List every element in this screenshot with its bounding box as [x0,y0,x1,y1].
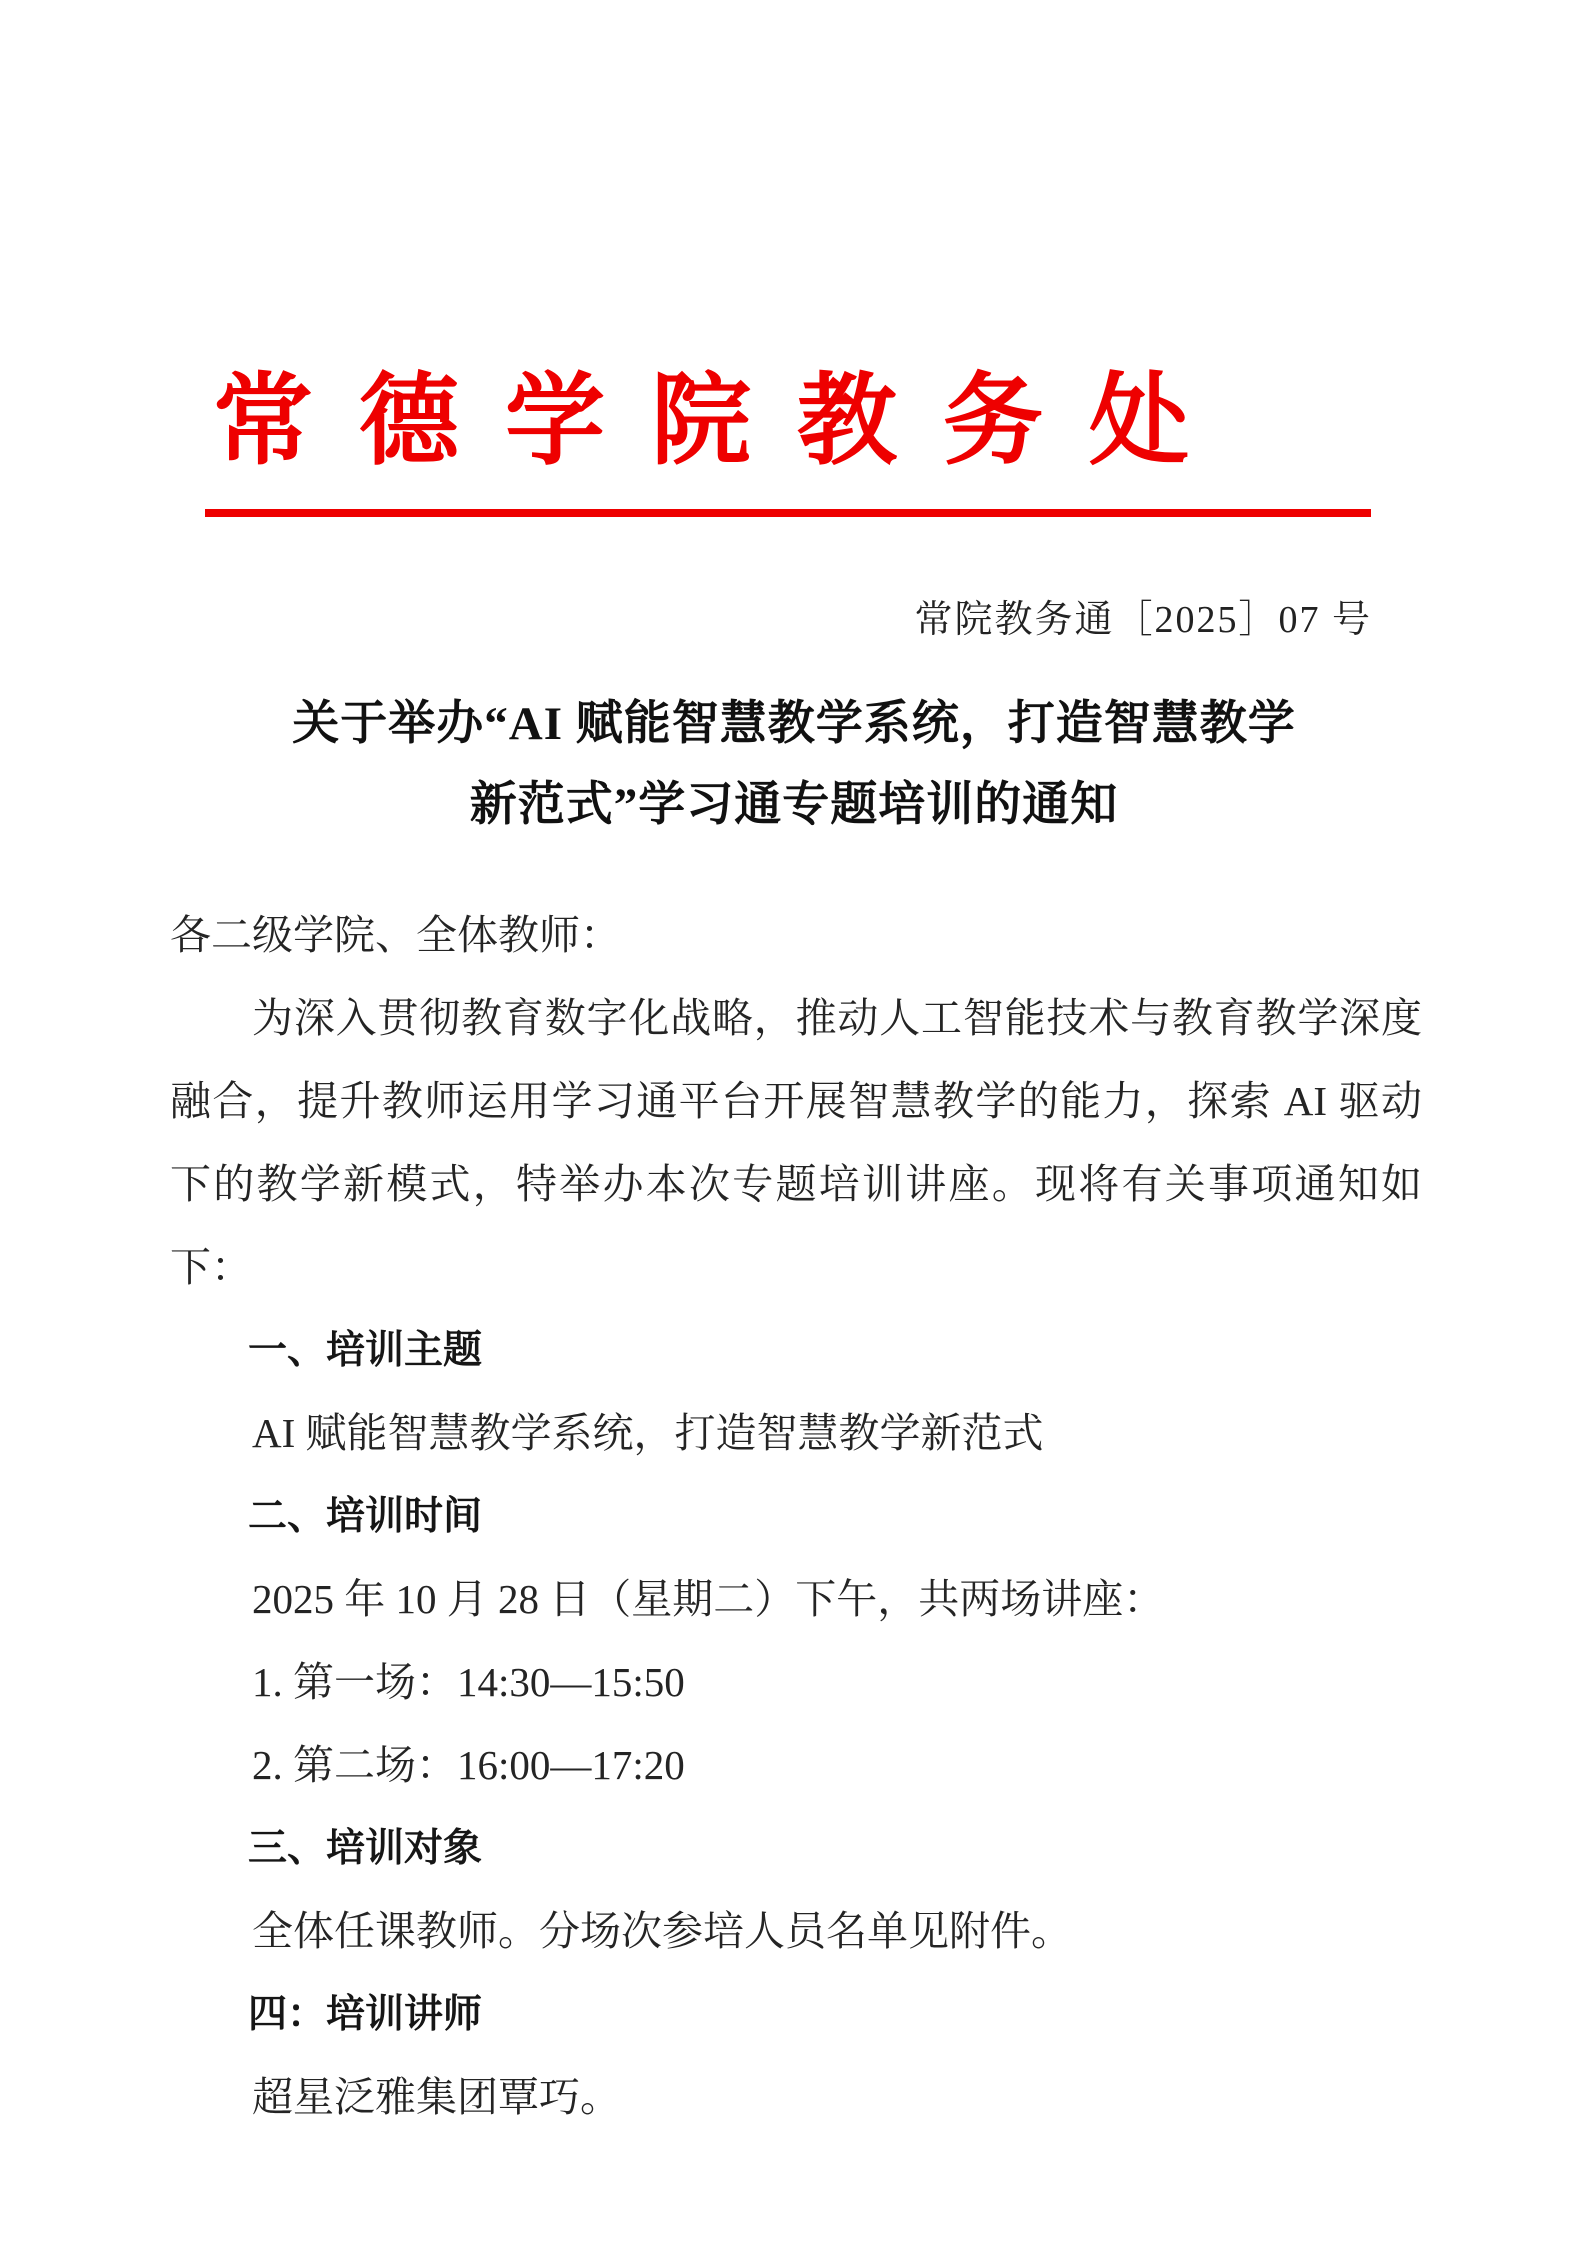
section-3-heading: 三、培训对象 [248,1827,483,1870]
section-1-line: AI 赋能智慧教学系统，打造智慧教学新范式 [252,1410,1044,1456]
document-number: 常院教务通［2025］07 号 [914,599,1372,641]
section-3-line: 全体任课教师。分场次参培人员名单见附件。 [252,1908,1072,1954]
notice-title-line2: 新范式”学习通专题培训的通知 [469,779,1119,831]
section-2-line: 2. 第二场：16:00—17:20 [252,1742,685,1788]
section-2-line: 2025 年 10 月 28 日（星期二）下午，共两场讲座： [252,1576,1165,1622]
notice-title-line1: 关于举办“AI 赋能智慧教学系统，打造智慧教学 [292,698,1296,750]
section-4-heading: 四：培训讲师 [248,1993,483,2036]
section-1-heading: 一、培训主题 [248,1329,483,1372]
letterhead-title: 常德学院教务处 [213,366,1235,477]
intro-paragraph: 为深入贯彻教育数字化战略，推动人工智能技术与教育教学深度融合，提升教师运用学习通平台开展智慧教学的能力，探索 AI 驱动下的教学新模式，特举办本次专题培训讲座。现将有关事项通知如下： [170,995,1422,1290]
salutation: 各二级学院、全体教师： [170,912,621,958]
section-4-line: 超星泛雅集团覃巧。 [252,2074,621,2120]
letterhead-divider-line [205,509,1371,517]
section-2-heading: 二、培训时间 [248,1495,483,1538]
document-body [170,894,1422,2139]
notice-title [0,684,1588,846]
section-2-line: 1. 第一场：14:30—15:50 [252,1659,685,1705]
